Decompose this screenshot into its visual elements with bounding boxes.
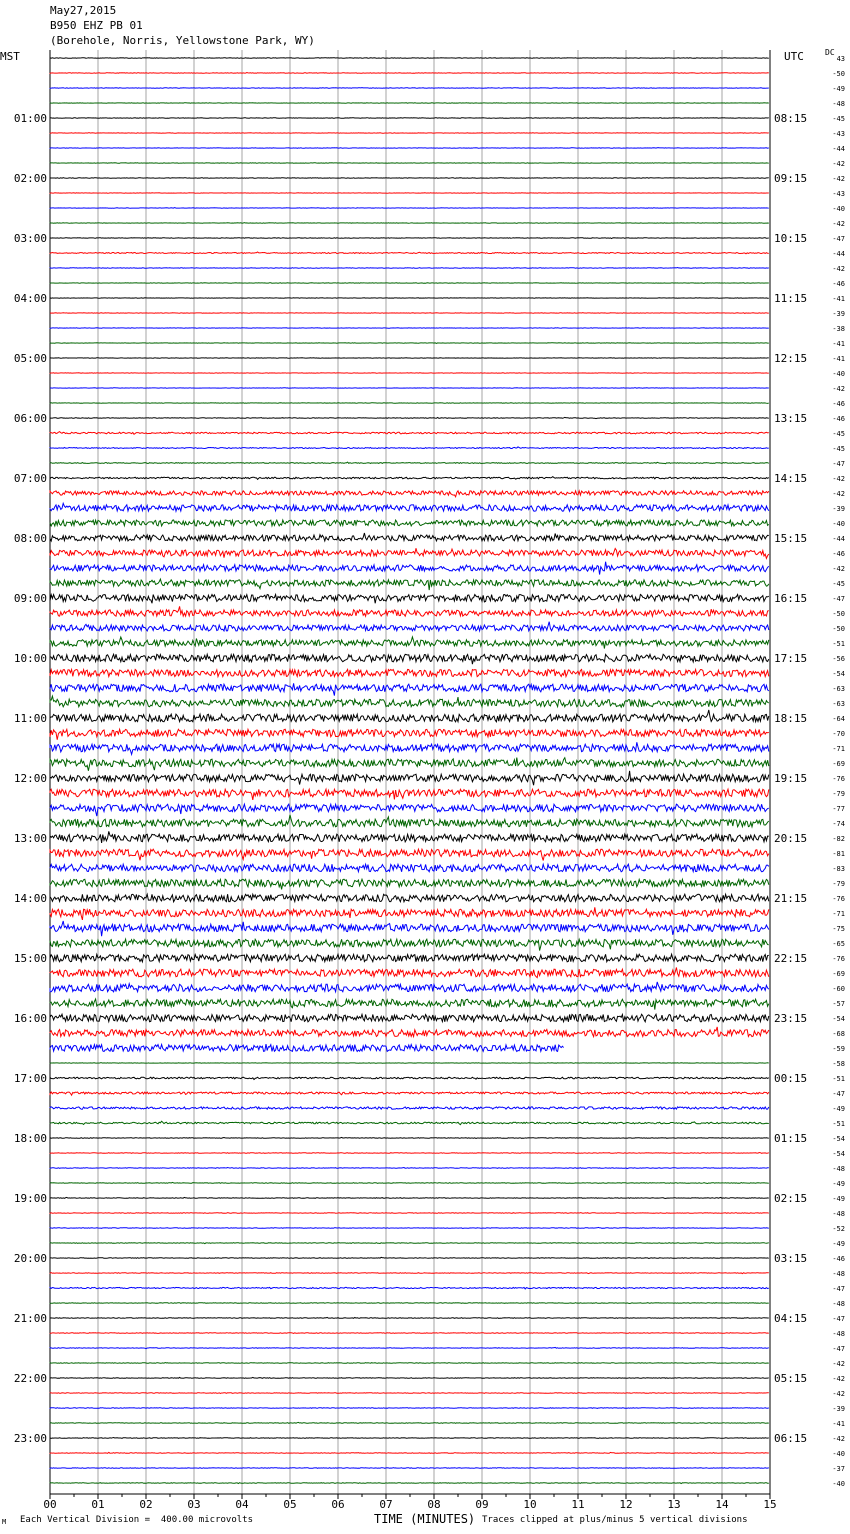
dc-offset-label: -50 <box>832 610 845 618</box>
dc-offset-label: -83 <box>832 865 845 873</box>
trace-line <box>50 894 769 902</box>
dc-offset-label: -44 <box>832 250 845 258</box>
dc-offset-label: -54 <box>832 1135 845 1143</box>
trace-line <box>50 477 769 480</box>
trace-line <box>50 1287 769 1289</box>
trace-line <box>50 967 769 977</box>
dc-offset-label: -49 <box>832 1105 845 1113</box>
left-hour-label: 02:00 <box>13 172 47 185</box>
trace-line <box>50 1377 769 1378</box>
trace-line <box>50 831 769 843</box>
clip-note: Traces clipped at plus/minus 5 vertical divisions <box>482 1515 748 1525</box>
dc-offset-label: -74 <box>832 820 845 828</box>
left-hour-label: 21:00 <box>13 1312 47 1325</box>
right-hour-label: 16:15 <box>774 592 808 605</box>
trace-line <box>50 999 769 1010</box>
trace-line <box>50 268 769 269</box>
left-hour-label: 22:00 <box>13 1372 47 1385</box>
trace-line <box>50 1077 769 1079</box>
dc-offset-label: -42 <box>832 1360 845 1368</box>
chart-title: May27,2015 <box>50 4 117 17</box>
left-hour-label: 04:00 <box>13 292 47 305</box>
right-hour-label: 00:15 <box>774 1072 808 1085</box>
trace-line <box>50 606 769 616</box>
trace-line <box>50 133 769 134</box>
dc-offset-label: -39 <box>832 310 845 318</box>
trace-line <box>50 1197 769 1198</box>
dc-offset-label: -42 <box>832 265 845 273</box>
trace-line <box>50 864 769 872</box>
trace-line <box>50 533 769 541</box>
left-hour-label: 03:00 <box>13 232 47 245</box>
dc-offset-label: -71 <box>832 910 845 918</box>
right-hour-label: 22:15 <box>774 952 808 965</box>
trace-line <box>50 939 769 950</box>
left-hour-label: 17:00 <box>13 1072 47 1085</box>
dc-offset-label: -43 <box>832 130 845 138</box>
x-tick-label: 06 <box>331 1498 345 1511</box>
left-hour-label: 11:00 <box>13 712 47 725</box>
x-tick-label: 04 <box>235 1498 249 1511</box>
trace-line <box>50 742 769 754</box>
trace-line <box>50 954 769 962</box>
right-hour-label: 23:15 <box>774 1012 808 1025</box>
dc-offset-label: -42 <box>832 1375 845 1383</box>
trace-line <box>50 1347 769 1348</box>
left-hour-label: 09:00 <box>13 592 47 605</box>
right-hour-label: 03:15 <box>774 1252 808 1265</box>
left-hour-label: 08:00 <box>13 532 47 545</box>
trace-line <box>50 148 769 149</box>
right-hour-label: 21:15 <box>774 892 808 905</box>
trace-line <box>50 548 769 558</box>
left-hour-label: 12:00 <box>13 772 47 785</box>
x-tick-label: 10 <box>523 1498 537 1511</box>
trace-line <box>50 879 769 889</box>
dc-offset-label: -41 <box>832 355 845 363</box>
left-hour-label: 20:00 <box>13 1252 47 1265</box>
dc-offset-label: -47 <box>832 595 845 603</box>
x-tick-label: 08 <box>427 1498 441 1511</box>
trace-line <box>50 789 769 800</box>
trace-line <box>50 208 769 209</box>
trace-line <box>50 238 769 239</box>
dc-offset-label: -50 <box>832 70 845 78</box>
dc-offset-label: -42 <box>832 490 845 498</box>
trace-line <box>50 283 769 284</box>
dc-offset-label: -39 <box>832 505 845 513</box>
trace-line <box>50 1257 769 1258</box>
trace-line <box>50 683 769 695</box>
dc-offset-label: -59 <box>832 1045 845 1053</box>
dc-offset-label: -48 <box>832 1270 845 1278</box>
left-timezone-label: MST <box>0 50 20 63</box>
dc-offset-label: -68 <box>832 1030 845 1038</box>
trace-line <box>50 579 769 590</box>
trace-line <box>50 1121 769 1124</box>
dc-offset-label: -43 <box>832 190 845 198</box>
right-hour-label: 02:15 <box>774 1192 808 1205</box>
trace-line <box>50 562 769 575</box>
dc-offset-label: -69 <box>832 760 845 768</box>
x-tick-label: 01 <box>91 1498 105 1511</box>
trace-line <box>50 1044 564 1051</box>
trace-line <box>50 1408 769 1409</box>
right-hour-label: 06:15 <box>774 1432 808 1445</box>
trace-line <box>50 343 769 344</box>
trace-line <box>50 622 769 631</box>
dc-offset-label: -48 <box>832 100 845 108</box>
trace-line <box>50 1452 769 1453</box>
trace-line <box>50 1153 769 1154</box>
trace-line <box>50 1468 769 1469</box>
dc-offset-label: -42 <box>832 1435 845 1443</box>
left-hour-label: 07:00 <box>13 472 47 485</box>
dc-label: DC <box>825 48 835 57</box>
dc-offset-label: -40 <box>832 1450 845 1458</box>
trace-line <box>50 771 769 785</box>
dc-offset-label: -46 <box>832 550 845 558</box>
right-timezone-label: UTC <box>784 50 804 63</box>
left-hour-label: 10:00 <box>13 652 47 665</box>
dc-offset-label: -70 <box>832 730 845 738</box>
dc-offset-label: -42 <box>832 1390 845 1398</box>
dc-offset-label: -63 <box>832 700 845 708</box>
dc-offset-label: -40 <box>832 205 845 213</box>
x-tick-label: 05 <box>283 1498 297 1511</box>
dc-offset-label: -57 <box>832 1000 845 1008</box>
trace-line <box>50 729 769 740</box>
dc-offset-label: -79 <box>832 880 845 888</box>
trace-line <box>50 178 769 179</box>
trace-line <box>50 804 769 816</box>
dc-offset-label: -42 <box>832 175 845 183</box>
trace-line <box>50 1168 769 1169</box>
dc-offset-label: -79 <box>832 790 845 798</box>
right-hour-label: 17:15 <box>774 652 808 665</box>
left-hour-label: 01:00 <box>13 112 47 125</box>
dc-offset-label: -41 <box>832 340 845 348</box>
dc-offset-label: -45 <box>832 115 845 123</box>
dc-offset-label: -37 <box>832 1465 845 1473</box>
x-tick-label: 02 <box>139 1498 153 1511</box>
dc-offset-label: -42 <box>832 385 845 393</box>
right-hour-label: 18:15 <box>774 712 808 725</box>
dc-offset-label: -48 <box>832 1330 845 1338</box>
right-hour-label: 11:15 <box>774 292 808 305</box>
left-hour-label: 05:00 <box>13 352 47 365</box>
x-axis-title: TIME (MINUTES) <box>374 1512 476 1526</box>
dc-offset-label: -41 <box>832 1420 845 1428</box>
dc-offset-label: -69 <box>832 970 845 978</box>
dc-offset-label: -42 <box>832 220 845 228</box>
scale-note: Each Vertical Division = 400.00 microvolts <box>20 1515 253 1525</box>
trace-line <box>50 1438 769 1439</box>
trace-line <box>50 88 769 89</box>
dc-offset-label: -51 <box>832 640 845 648</box>
dc-offset-label: -46 <box>832 415 845 423</box>
trace-line <box>50 118 769 119</box>
x-tick-label: 00 <box>43 1498 57 1511</box>
dc-offset-label: -52 <box>832 1225 845 1233</box>
trace-line <box>50 491 769 497</box>
x-tick-label: 03 <box>187 1498 201 1511</box>
trace-line <box>50 669 769 676</box>
dc-offset-label: -47 <box>832 1285 845 1293</box>
trace-line <box>50 313 769 314</box>
trace-line <box>50 1182 769 1183</box>
dc-offset-label: -60 <box>832 985 845 993</box>
trace-line <box>50 982 769 992</box>
trace-line <box>50 252 769 254</box>
trace-line <box>50 1137 769 1138</box>
dc-offset-label: -75 <box>832 925 845 933</box>
dc-offset-label: -76 <box>832 955 845 963</box>
trace-line <box>50 73 769 74</box>
trace-line <box>50 815 769 827</box>
dc-offset-label: -45 <box>832 580 845 588</box>
dc-offset-label: -49 <box>832 1240 845 1248</box>
corner-mark: M <box>2 1518 7 1526</box>
dc-offset-label: -40 <box>832 1480 845 1488</box>
x-tick-label: 13 <box>667 1498 681 1511</box>
dc-offset-label: -45 <box>832 430 845 438</box>
dc-offset-label: -46 <box>832 1255 845 1263</box>
right-hour-label: 15:15 <box>774 532 808 545</box>
trace-line <box>50 1303 769 1304</box>
right-hour-label: 10:15 <box>774 232 808 245</box>
dc-offset-label: -65 <box>832 940 845 948</box>
dc-offset-label: -46 <box>832 400 845 408</box>
dc-offset-label: -51 <box>832 1075 845 1083</box>
trace-line <box>50 462 769 464</box>
trace-line <box>50 1422 769 1423</box>
dc-offset-label: -82 <box>832 835 845 843</box>
left-hour-label: 14:00 <box>13 892 47 905</box>
trace-line <box>50 1014 769 1022</box>
station-label: B950 EHZ PB 01 <box>50 19 143 32</box>
trace-line <box>50 520 769 526</box>
left-hour-label: 13:00 <box>13 832 47 845</box>
left-hour-label: 15:00 <box>13 952 47 965</box>
dc-offset-label: -47 <box>832 235 845 243</box>
trace-line <box>50 1317 769 1318</box>
trace-line <box>50 223 769 224</box>
dc-offset-label: -63 <box>832 685 845 693</box>
trace-line <box>50 1243 769 1244</box>
dc-offset-label: -46 <box>832 280 845 288</box>
trace-line <box>50 1483 769 1484</box>
dc-offset-label: -48 <box>832 1165 845 1173</box>
trace-line <box>50 1333 769 1334</box>
right-hour-label: 08:15 <box>774 112 808 125</box>
dc-offset-label: -64 <box>832 715 845 723</box>
dc-offset-label: -47 <box>832 1315 845 1323</box>
trace-line <box>50 637 769 649</box>
left-hour-label: 06:00 <box>13 412 47 425</box>
x-tick-label: 07 <box>379 1498 393 1511</box>
right-hour-label: 13:15 <box>774 412 808 425</box>
trace-line <box>50 503 769 511</box>
left-hour-label: 19:00 <box>13 1192 47 1205</box>
dc-offset-label: -47 <box>832 1345 845 1353</box>
trace-line <box>50 907 769 920</box>
dc-offset-label: -42 <box>832 565 845 573</box>
dc-offset-label: -40 <box>832 520 845 528</box>
trace-line <box>50 654 769 664</box>
dc-offset-label: -51 <box>832 1120 845 1128</box>
right-hour-label: 01:15 <box>774 1132 808 1145</box>
left-hour-label: 16:00 <box>13 1012 47 1025</box>
dc-offset-label: -45 <box>832 445 845 453</box>
right-hour-label: 20:15 <box>774 832 808 845</box>
trace-line <box>50 921 769 936</box>
dc-offset-label: -49 <box>832 1180 845 1188</box>
right-hour-label: 05:15 <box>774 1372 808 1385</box>
dc-offset-label: -42 <box>832 160 845 168</box>
trace-line <box>50 417 769 418</box>
trace-line <box>50 447 769 449</box>
right-hour-label: 04:15 <box>774 1312 808 1325</box>
trace-line <box>50 758 769 771</box>
dc-offset-label: -77 <box>832 805 845 813</box>
dc-offset-label: -76 <box>832 895 845 903</box>
trace-line <box>50 1273 769 1274</box>
dc-offset-label: -38 <box>832 325 845 333</box>
right-hour-label: 09:15 <box>774 172 808 185</box>
x-tick-label: 11 <box>571 1498 585 1511</box>
trace-line <box>50 710 769 722</box>
dc-offset-label: -47 <box>832 1090 845 1098</box>
dc-offset-label: -40 <box>832 370 845 378</box>
dc-offset-label: -54 <box>832 670 845 678</box>
dc-offset-label: -48 <box>832 1300 845 1308</box>
left-hour-label: 23:00 <box>13 1432 47 1445</box>
dc-offset-label: -58 <box>832 1060 845 1068</box>
x-tick-label: 14 <box>715 1498 729 1511</box>
trace-line <box>50 58 769 59</box>
dc-offset-label: -47 <box>832 460 845 468</box>
trace-line <box>50 1393 769 1394</box>
trace-line <box>50 432 769 435</box>
location-label: (Borehole, Norris, Yellowstone Park, WY) <box>50 34 315 47</box>
right-hour-label: 14:15 <box>774 472 808 485</box>
dc-offset-label: -76 <box>832 775 845 783</box>
trace-line <box>50 1027 769 1037</box>
right-hour-label: 12:15 <box>774 352 808 365</box>
dc-offset-label: -54 <box>832 1150 845 1158</box>
dc-offset-label: -56 <box>832 655 845 663</box>
x-tick-label: 09 <box>475 1498 489 1511</box>
left-hour-label: 18:00 <box>13 1132 47 1145</box>
dc-offset-label: -49 <box>832 1195 845 1203</box>
dc-offset-label: 43 <box>836 55 845 63</box>
x-tick-label: 15 <box>763 1498 777 1511</box>
dc-offset-label: -42 <box>832 475 845 483</box>
trace-line <box>50 1363 769 1364</box>
right-hour-label: 19:15 <box>774 772 808 785</box>
dc-offset-label: -49 <box>832 85 845 93</box>
trace-line <box>50 595 769 604</box>
trace-line <box>50 1213 769 1214</box>
trace-line <box>50 1227 769 1228</box>
trace-line <box>50 403 769 404</box>
dc-offset-label: -48 <box>832 1210 845 1218</box>
x-tick-label: 12 <box>619 1498 633 1511</box>
dc-offset-label: -44 <box>832 535 845 543</box>
dc-offset-label: -39 <box>832 1405 845 1413</box>
dc-offset-label: -71 <box>832 745 845 753</box>
trace-line <box>50 849 769 860</box>
dc-offset-label: -41 <box>832 295 845 303</box>
dc-offset-label: -44 <box>832 145 845 153</box>
trace-line <box>50 1092 769 1095</box>
dc-offset-label: -50 <box>832 625 845 633</box>
trace-line <box>50 696 769 707</box>
dc-offset-label: -81 <box>832 850 845 858</box>
dc-offset-label: -54 <box>832 1015 845 1023</box>
trace-line <box>50 1107 769 1109</box>
